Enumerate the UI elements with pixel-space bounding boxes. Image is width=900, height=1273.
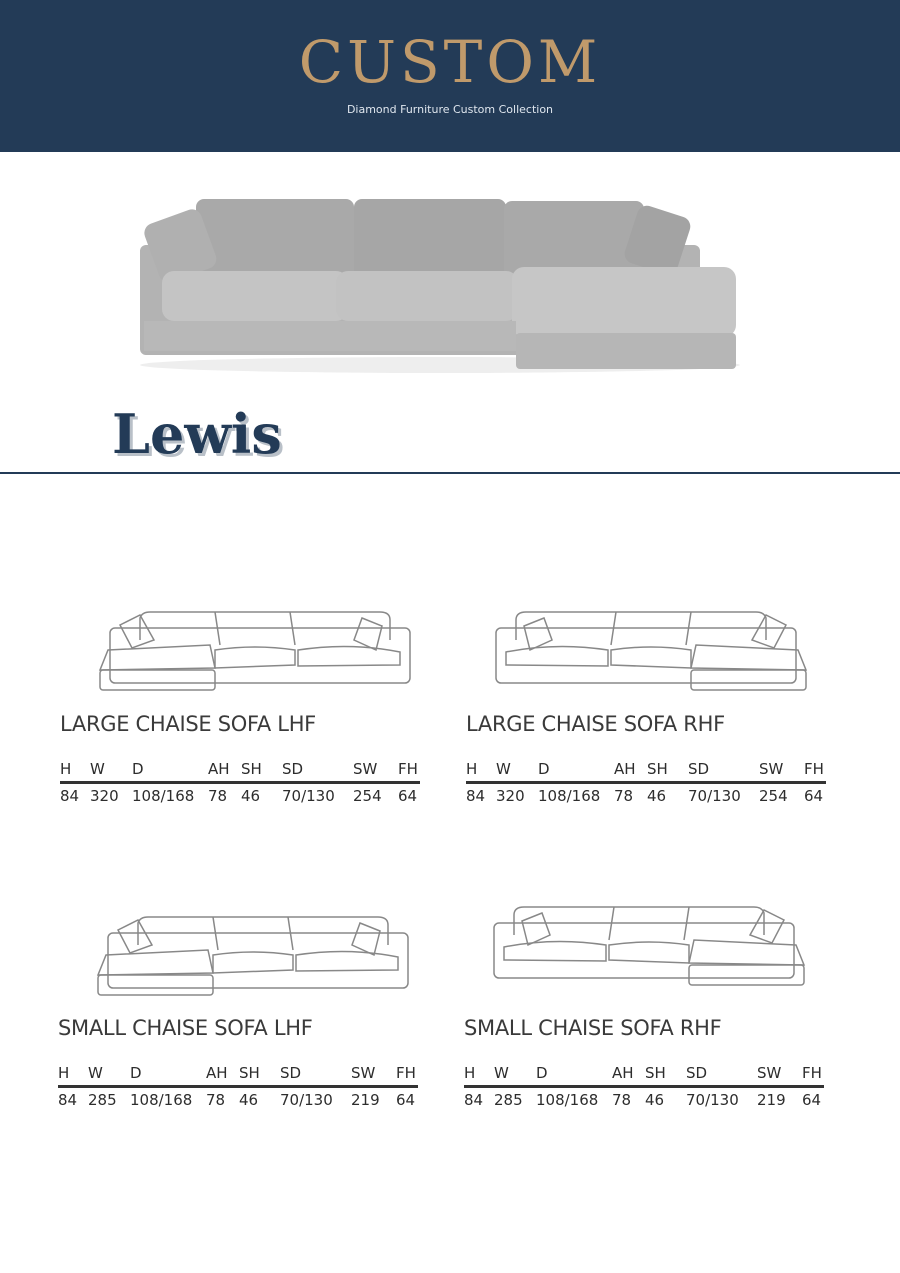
dimension-value: 84: [60, 787, 80, 805]
dimension-value: 254: [759, 787, 788, 805]
column-header: W: [496, 760, 511, 778]
column-header: SD: [282, 760, 304, 778]
dimension-value: 70/130: [280, 1091, 333, 1109]
dimension-value: 64: [802, 1091, 822, 1109]
variant-spec-1: [466, 600, 836, 805]
table-rule: [464, 1085, 824, 1088]
sofa-line-drawing: [486, 600, 836, 700]
dimension-value: 70/130: [688, 787, 741, 805]
collection-subtitle: Diamond Furniture Custom Collection: [346, 103, 554, 116]
sofa-line-drawing: [484, 895, 834, 995]
dimension-value: 78: [206, 1091, 226, 1109]
dimension-value: 285: [88, 1091, 117, 1109]
column-header: SH: [241, 760, 262, 778]
table-rule: [60, 781, 420, 784]
column-header: FH: [398, 760, 418, 778]
custom-logo: CUSTOM: [298, 28, 602, 96]
column-header: D: [132, 760, 144, 778]
variant-name: SMALL CHAISE SOFA LHF: [58, 1016, 313, 1040]
column-header: SW: [757, 1064, 782, 1082]
dimension-value: 219: [757, 1091, 786, 1109]
dimension-value: 320: [496, 787, 525, 805]
variant-name: LARGE CHAISE SOFA RHF: [466, 712, 725, 736]
column-header: AH: [206, 1064, 228, 1082]
column-header: H: [58, 1064, 70, 1082]
dimension-value: 46: [647, 787, 667, 805]
dimension-value: 84: [464, 1091, 484, 1109]
column-header: AH: [208, 760, 230, 778]
dimension-value: 84: [466, 787, 486, 805]
dimension-value: 108/168: [132, 787, 195, 805]
dimension-value: 84: [58, 1091, 78, 1109]
dimension-value: 46: [645, 1091, 665, 1109]
column-header: SW: [759, 760, 784, 778]
product-title: Lewis: [112, 402, 282, 466]
dimension-value: 64: [804, 787, 824, 805]
column-header: SD: [280, 1064, 302, 1082]
sofa-line-drawing: [80, 600, 430, 700]
column-header: SH: [645, 1064, 666, 1082]
dimension-value: 78: [612, 1091, 632, 1109]
column-header: H: [60, 760, 72, 778]
column-header: D: [130, 1064, 142, 1082]
column-header: W: [88, 1064, 103, 1082]
dimension-value: 219: [351, 1091, 380, 1109]
table-rule: [58, 1085, 418, 1088]
dimension-value: 64: [398, 787, 418, 805]
column-header: SW: [351, 1064, 376, 1082]
dimension-value: 70/130: [686, 1091, 739, 1109]
dimension-value: 108/168: [538, 787, 601, 805]
variant-name: LARGE CHAISE SOFA LHF: [60, 712, 316, 736]
dimension-value: 64: [396, 1091, 416, 1109]
variant-name: SMALL CHAISE SOFA RHF: [464, 1016, 722, 1040]
column-header: SD: [686, 1064, 708, 1082]
column-header: W: [494, 1064, 509, 1082]
dimension-value: 285: [494, 1091, 523, 1109]
header-banner: [0, 0, 900, 152]
variant-spec-0: [60, 600, 430, 805]
column-header: W: [90, 760, 105, 778]
column-header: SD: [688, 760, 710, 778]
column-header: SW: [353, 760, 378, 778]
column-header: D: [538, 760, 550, 778]
column-header: H: [466, 760, 478, 778]
divider: [0, 472, 900, 474]
column-header: SH: [239, 1064, 260, 1082]
dimension-value: 108/168: [130, 1091, 193, 1109]
sofa-photo: [140, 195, 740, 380]
dimension-value: 46: [241, 787, 261, 805]
dimension-value: 78: [208, 787, 228, 805]
column-header: D: [536, 1064, 548, 1082]
dimension-value: 70/130: [282, 787, 335, 805]
column-header: H: [464, 1064, 476, 1082]
dimension-value: 46: [239, 1091, 259, 1109]
dimension-value: 108/168: [536, 1091, 599, 1109]
column-header: FH: [804, 760, 824, 778]
dimension-value: 254: [353, 787, 382, 805]
dimension-value: 320: [90, 787, 119, 805]
column-header: AH: [612, 1064, 634, 1082]
column-header: FH: [802, 1064, 822, 1082]
column-header: FH: [396, 1064, 416, 1082]
column-header: SH: [647, 760, 668, 778]
variant-spec-3: [464, 895, 834, 1109]
table-rule: [466, 781, 826, 784]
variant-spec-2: [58, 905, 428, 1109]
column-header: AH: [614, 760, 636, 778]
sofa-line-drawing: [78, 905, 428, 1005]
dimension-value: 78: [614, 787, 634, 805]
